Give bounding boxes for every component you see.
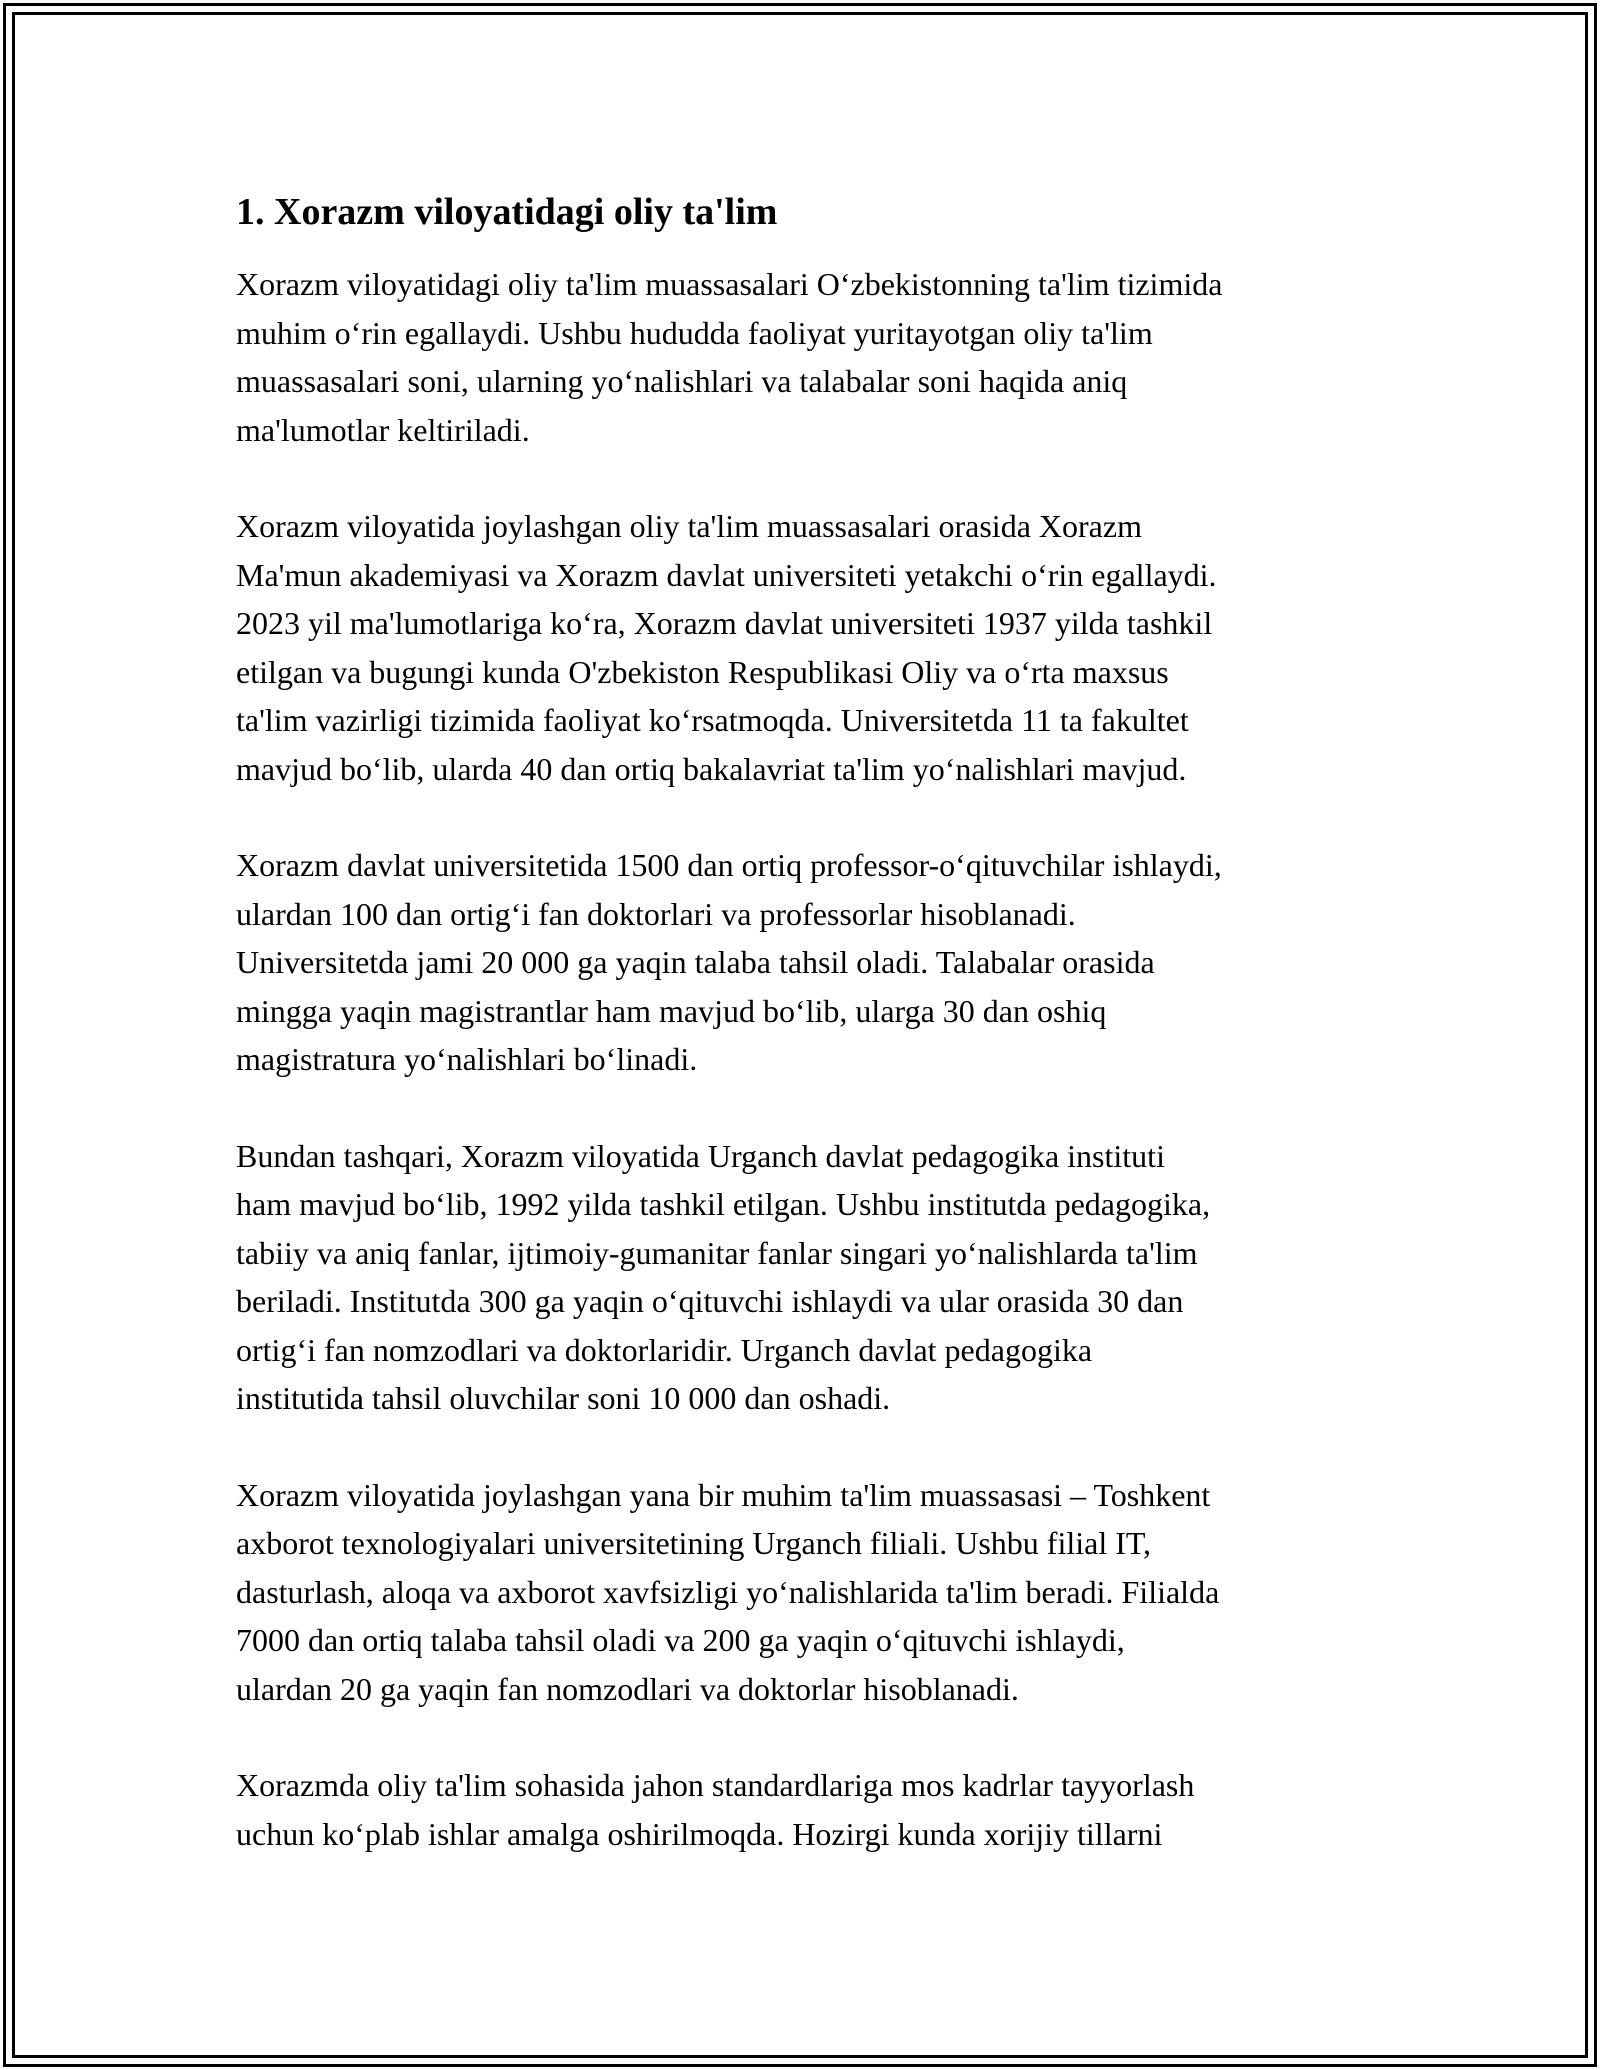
text-line: mavjud bo‘lib, ularda 40 dan ortiq bakalavriat ta'lim yo‘nalishlari mavjud.	[236, 750, 1187, 787]
text-line: ulardan 20 ga yaqin fan nomzodlari va doktorlar hisoblanadi.	[236, 1670, 1019, 1707]
text-line: axborot texnologiyalari universitetining Urganch filiali. Ushbu filial IT,	[236, 1525, 1152, 1561]
text-line: ulardan 100 dan ortig‘i fan doktorlari va professorlar hisoblanadi.	[236, 895, 1076, 932]
text-line: Ma'mun akademiyasi va Xorazm davlat universiteti yetakchi o‘rin egallaydi.	[236, 556, 1217, 593]
paragraph	[236, 1132, 1376, 1423]
text-line: etilgan va bugungi kunda O'zbekiston Respublikasi Oliy va o‘rta maxsus	[236, 653, 1169, 690]
text-line: Xorazm viloyatida joylashgan oliy ta'lim muassasalari orasida Xorazm	[236, 508, 1142, 544]
text-line: muassasalari soni, ularning yo‘nalishlari va talabalar soni haqida aniq	[236, 363, 1128, 399]
text-line: ortig‘i fan nomzodlari va doktorlaridir. Urganch davlat pedagogika	[236, 1331, 1093, 1368]
text-line: uchun ko‘plab ishlar amalga oshirilmoqda. Hozirgi kunda xorijiy tillarni	[236, 1815, 1163, 1852]
section-heading: 1. Xorazm viloyatidagi oliy ta'lim	[236, 191, 778, 233]
paragraph	[236, 1471, 1376, 1714]
text-line: Xorazm davlat universitetida 1500 dan ortiq professor-o‘qituvchilar ishlaydi,	[236, 847, 1222, 883]
text-line: muhim o‘rin egallaydi. Ushbu hududda faoliyat yuritayotgan oliy ta'lim	[236, 314, 1153, 351]
text-line: institutida tahsil oluvchilar soni 10 000 dan oshadi.	[236, 1380, 891, 1416]
text-line: tabiiy va aniq fanlar, ijtimoiy-gumanitar fanlar singari yo‘nalishlarda ta'lim	[236, 1234, 1198, 1271]
text-line: 7000 dan ortiq talaba tahsil oladi va 200 ga yaqin o‘qituvchi ishlaydi,	[236, 1622, 1125, 1658]
text-line: Xorazm viloyatida joylashgan yana bir muhim ta'lim muassasasi – Toshkent	[236, 1476, 1211, 1513]
text-line: Bundan tashqari, Xorazm viloyatida Urganch davlat pedagogika instituti	[236, 1137, 1165, 1174]
text-line: beriladi. Institutda 300 ga yaqin o‘qituvchi ishlaydi va ular orasida 30 dan	[236, 1283, 1184, 1319]
paragraph	[236, 1761, 1376, 1858]
text-line: Universitetda jami 20 000 ga yaqin talaba tahsil oladi. Talabalar orasida	[236, 944, 1155, 980]
text-line: mingga yaqin magistrantlar ham mavjud bo‘lib, ularga 30 dan oshiq	[236, 992, 1107, 1029]
paragraph	[236, 260, 1376, 454]
paragraph	[236, 841, 1376, 1084]
text-line: ta'lim vazirligi tizimida faoliyat ko‘rsatmoqda. Universitetda 11 ta fakultet	[236, 702, 1189, 738]
text-line: ham mavjud bo‘lib, 1992 yilda tashkil etilgan. Ushbu institutda pedagogika,	[236, 1186, 1211, 1222]
text-line: 2023 yil ma'lumotlariga ko‘ra, Xorazm davlat universiteti 1937 yilda tashkil	[236, 605, 1213, 641]
paragraph	[236, 502, 1376, 793]
text-line: ma'lumotlar keltiriladi.	[236, 411, 530, 448]
document-body	[236, 188, 1376, 1906]
text-line: Xorazm viloyatidagi oliy ta'lim muassasalari O‘zbekistonning ta'lim tizimida	[236, 266, 1223, 302]
text-line: dasturlash, aloqa va axborot xavfsizligi yo‘nalishlarida ta'lim beradi. Filialda	[236, 1573, 1220, 1610]
text-line: magistratura yo‘nalishlari bo‘linadi.	[236, 1041, 698, 1077]
text-line: Xorazmda oliy ta'lim sohasida jahon standardlariga mos kadrlar tayyorlash	[236, 1767, 1195, 1803]
